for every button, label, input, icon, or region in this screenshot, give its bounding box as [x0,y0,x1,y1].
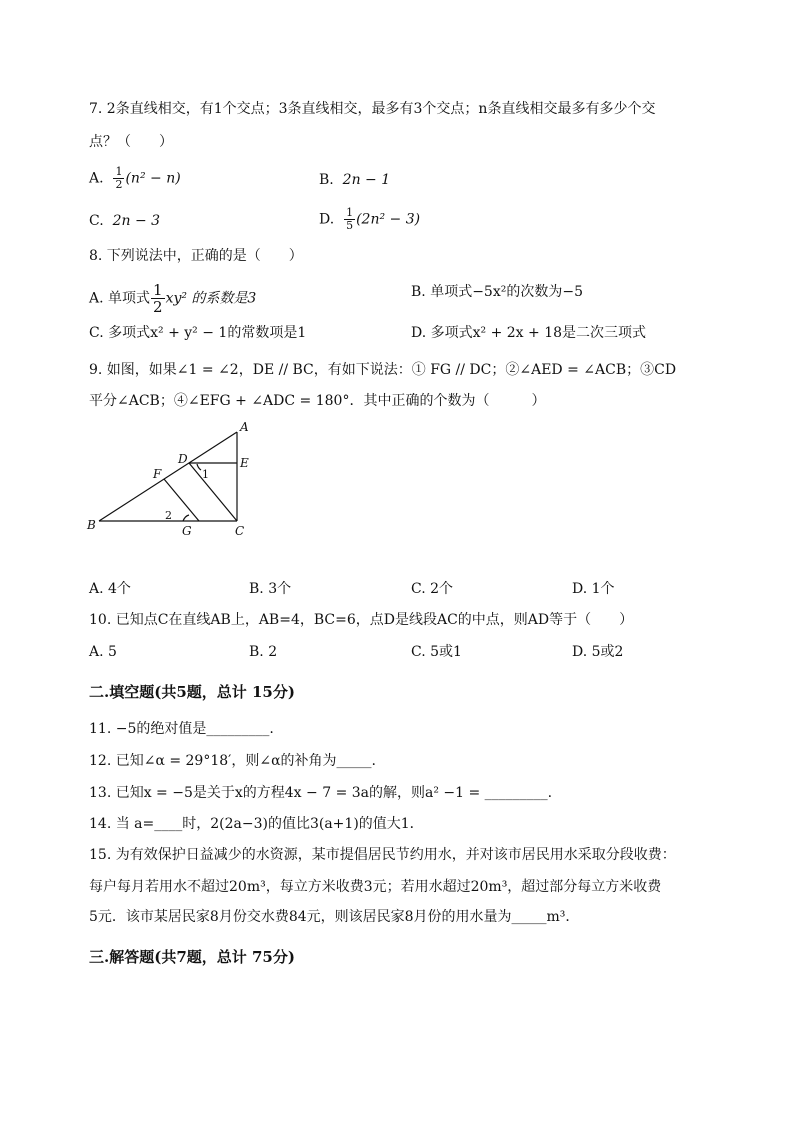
label-g: G [182,524,192,538]
label-d: D [178,452,188,466]
q14: 14. 当 a=____时，2(2a−3)的值比3(a+1)的值大1． [89,816,424,832]
q15-line2: 每户每月若用水不超过20m³，每立方米收费3元；若用水超过20m³，超过部分每立方米收费 [89,879,662,895]
fraction: $\frac{1}{2}$ [115,165,123,191]
q8-option-a: A. 单项式 $\frac{1}{2}$ xy² 的系数是3 [89,281,257,316]
q7-option-d: D. $\frac{1}{5}$ (2n² − 3) [319,206,421,232]
q11: 11. −5的绝对值是_________. [89,721,274,737]
q7-option-b: B. 2n − 1 [319,172,391,188]
q15-line1: 15. 为有效保护日益减少的水资源，某市提倡居民节约用水，并对该市居民用水采取分段收费： [89,847,676,863]
geometry-diagram [85,418,265,543]
label-f: F [153,467,162,481]
q9-option-b: B. 3个 [249,581,292,597]
q9-stem-line2: 平分∠ACB；④∠EFG + ∠ADC = 180°．其中正确的个数为（ ） [89,393,546,409]
q10-option-a: A. 5 [89,644,117,660]
q9-option-a: A. 4个 [89,581,131,597]
q10-option-d: D. 5或2 [572,644,624,660]
angle1-arc [197,464,201,470]
q9-option-d: D. 1个 [572,581,615,597]
q8-option-b: B. 单项式−5x²的次数为−5 [411,284,583,300]
q12: 12. 已知∠α = 29°18′，则∠α的补角为_____. [89,753,376,769]
q10-option-c: C. 5或1 [411,644,462,660]
section3-title: 三.解答题(共7题，总计 75分) [89,948,295,966]
fraction: $\frac{1}{2}$ [153,281,163,316]
q8-stem: 8. 下列说法中，正确的是（ ） [89,248,303,264]
label-angle2: 2 [165,509,172,522]
q9-stem-line1: 9. 如图，如果∠1 = ∠2，DE // BC，有如下说法：① FG // DC；②∠AED = ∠ACB；③CD [89,362,677,378]
angle2-arc [183,515,189,521]
q10-stem: 10. 已知点C在直线AB上，AB=4，BC=6，点D是线段AC的中点，则AD等于（ ） [89,612,634,628]
q15-line3: 5元．该市某居民家8月份交水费84元，则该居民家8月份的用水量为_____m³． [89,909,580,925]
label-e: E [240,456,249,470]
triangle-figure [85,418,265,547]
segment-dc [189,463,237,521]
q7-option-c: C. 2n − 3 [89,213,161,229]
q8-option-c: C. 多项式x² + y² − 1的常数项是1 [89,325,307,341]
section2-title: 二.填空题(共5题，总计 15分) [89,683,295,701]
q7-stem-line2: 点？（ ） [89,134,173,150]
q10-option-b: B. 2 [249,644,278,660]
label-b: B [87,518,96,532]
label-a: A [240,420,249,434]
q7-option-a: A. $\frac{1}{2}$ (n² − n) [89,165,181,191]
q7-stem-line1: 7. 2条直线相交，有1个交点；3条直线相交，最多有3个交点；n条直线相交最多有多少个交 [89,101,656,117]
q8-option-d: D. 多项式x² + 2x + 18是二次三项式 [411,325,647,341]
fraction: $\frac{1}{5}$ [346,206,354,232]
label-c: C [235,524,245,538]
q9-option-c: C. 2个 [411,581,454,597]
segment-ba [99,432,237,521]
label-angle1: 1 [202,468,209,481]
q13: 13. 已知x = −5是关于x的方程4x − 7 = 3a的解，则a² −1 = _________. [89,785,553,801]
